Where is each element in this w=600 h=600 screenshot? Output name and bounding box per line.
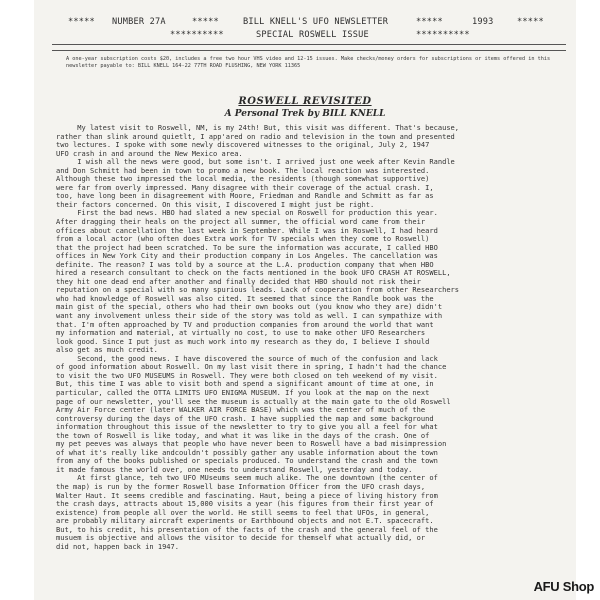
body-line: First the bad news. HBO had slated a new special on Roswell for production this year. bbox=[56, 209, 438, 218]
header-stars-long-left: ********** bbox=[170, 30, 224, 40]
body-line: were far from overly impressed. Many disagree with their coverage of the actual crash. I, bbox=[56, 183, 434, 192]
body-line: My latest visit to Roswell, NM, is my 24th! But, this visit was different. That's because, bbox=[56, 124, 460, 132]
body-line: that. I'm often approached by TV and production companies from around the world that want bbox=[56, 320, 434, 329]
newsletter-title: BILL KNELL'S UFO NEWSLETTER bbox=[243, 17, 389, 27]
header-stars-long-right: ********** bbox=[416, 30, 470, 40]
body-line: want any involvement unless their side of the story was told as well. I can sympathize with bbox=[56, 312, 443, 321]
body-line: But, this time I was able to visit both and spend a significant amount of time at one, in bbox=[56, 380, 434, 389]
body-line: to visit the two UFO MUSEUMS in Roswell. They were both closed on teh weekend of my visit. bbox=[56, 371, 438, 380]
body-line: Although these two impressed the local media, the residents (though somewhat supportive) bbox=[56, 175, 430, 184]
header-divider-top bbox=[52, 44, 566, 45]
article-subtitle: A Personal Trek by BILL KNELL bbox=[224, 109, 386, 119]
body-line bbox=[56, 551, 556, 560]
body-line: UFO crash in and around the New Mexico area. bbox=[56, 149, 243, 158]
body-line: rather than slink around quietlt, I app'ared on radio and television in the town and presented bbox=[56, 132, 455, 141]
header-stars-left: ***** bbox=[68, 17, 95, 27]
body-line: offices in New York City and their production company in Los Angeles. The cancellation was bbox=[56, 252, 438, 261]
newsletter-page bbox=[34, 0, 576, 600]
body-line: that the project had been scratched. To be sure the information was accurate, I called HBO bbox=[56, 243, 438, 252]
body-line: did not, happen back in 1947. bbox=[56, 542, 180, 551]
body-line: Walter Haut. It seems credible and fascinating. Haut, being a piece of living history from bbox=[56, 491, 438, 500]
body-line: my pet peeves was always that people who have never been to Roswell have a bad misimpression bbox=[56, 440, 447, 449]
body-line: page of our newsletter, you'll see the museum is actually at the main gate to the old Roswell bbox=[56, 397, 451, 406]
header-stars-mid-left: ***** bbox=[192, 17, 219, 27]
body-line: the map) is run by the former Roswell base Information Officer from the UFO crash days, bbox=[56, 482, 426, 491]
body-line: controversy during the days of the UFO crash. I have supplied the map and some background bbox=[56, 414, 434, 423]
issue-number: NUMBER 27A bbox=[112, 17, 166, 27]
body-line: of good information about Roswell. On my last visit there in spring, I hadn't had the chance bbox=[56, 363, 447, 372]
body-line: the crash days, attracts about 15,000 visits a year (his figures from their first year of bbox=[56, 500, 434, 509]
body-line: existence) from people all over the world. He still seems to feel that UFOs, in general, bbox=[56, 508, 430, 517]
body-line: it made famous the world over, one needs to understand Roswell, yesterday and today. bbox=[56, 465, 413, 474]
body-line: look good. Since I put just as much work into my research as they do, I believe I should bbox=[56, 337, 430, 346]
article-body bbox=[56, 124, 556, 560]
body-line: also get as much credit. bbox=[56, 346, 158, 355]
body-line: hired a research consultant to check on the facts mentioned in the book UFO CRASH AT ROSWELL, bbox=[56, 269, 451, 278]
body-line: from a local actor (who often does Extra work for TV specials when they come to Roswell) bbox=[56, 235, 430, 244]
body-line: offices about cancellation the last week in September. While I was in Roswell, I had heard bbox=[56, 226, 438, 235]
body-line: After dragging their heals on the project all summer, the official word came from their bbox=[56, 218, 426, 227]
body-line: too, have long been in disagreement with Moore, Friedman and Randle and Schmitt as far as bbox=[56, 192, 434, 201]
body-line: their factors concerned. On this visit, I discovered I might just be right. bbox=[56, 200, 375, 209]
body-line: Second, the good news. I have discovered the source of much of the confusion and lack bbox=[56, 354, 438, 363]
body-line: main gist of the special, others who had their own books out (you know who they are) didn't bbox=[56, 303, 443, 312]
subscription-info: A one-year subscription costs $20, includes a free two hour VHS video and 12-15 issues. Make checks/money orders for subscriptions or items offered in this newsletter payable to: BILL KNELL 164-22 77TH ROAD FLUSHING, NEW YORK 11365 bbox=[66, 56, 551, 69]
shop-watermark: AFU Shop bbox=[533, 579, 594, 594]
body-line: of what it's really like andcouldn't possibly gather any usable information about the town bbox=[56, 448, 438, 457]
header-row-2 bbox=[34, 30, 576, 80]
body-line: But, to his credit, his presentation of the facts of the crash and the general feel of the bbox=[56, 525, 438, 534]
issue-year: 1993 bbox=[472, 17, 494, 27]
body-line: two lectures. I spoke with some newly discovered witnesses to the original, July 2, 1947 bbox=[56, 141, 430, 150]
header-stars-mid-right: ***** bbox=[416, 17, 443, 27]
body-line: and Don Schmitt had been in town to promo a new book. The local reaction was interested. bbox=[56, 166, 430, 175]
header-divider-bottom bbox=[52, 50, 566, 51]
body-line: who had knowledge of Roswell was also cited. It seemed that since the Randle book was the bbox=[56, 294, 434, 303]
header-stars-right: ***** bbox=[517, 17, 544, 27]
body-line: my information and material, at virtually no cost, to use to make other UFO Researchers bbox=[56, 329, 426, 338]
body-line: from any of the books published or specials produced. To understand the crash and the town bbox=[56, 457, 438, 466]
body-line: musuem is objective and allows the visitor to decide for themself what actually did, or bbox=[56, 534, 426, 543]
body-line: At first glance, teh two UFO MUseums seem much alike. The one downtown (the center of bbox=[56, 474, 438, 483]
body-line: information throughout this issue of the newsletter to try to give you all a feel for what bbox=[56, 423, 438, 432]
body-line: I wish all the news were good, but some isn't. I arrived just one week after Kevin Randle bbox=[56, 158, 455, 167]
body-line: particular, called the OTTA LIMITS UFO ENIGMA MUSEUM. If you look at the map on the next bbox=[56, 388, 430, 397]
body-line: are probably military aircraft experiments or Earthbound objects and not E.T. spacecraft. bbox=[56, 517, 434, 526]
article-title: ROSWELL REVISITED bbox=[238, 96, 372, 107]
body-line: Army Air Force center (later WALKER AIR FORCE BASE) which was the center of much of the bbox=[56, 406, 426, 415]
special-issue-label: SPECIAL ROSWELL ISSUE bbox=[256, 30, 369, 40]
body-line: definite. The reason? I was told by a source at the L.A. production company that when HBO bbox=[56, 260, 434, 269]
body-line: reputation on a special with so many spurious leads. Lack of cooperation from other Researchers bbox=[56, 286, 460, 295]
body-line: they hit one dead end after another and finally decided that HBO should not risk their bbox=[56, 277, 421, 286]
body-line: the town of Roswell is like today, and what it was like in the days of the crash. One of bbox=[56, 431, 430, 440]
